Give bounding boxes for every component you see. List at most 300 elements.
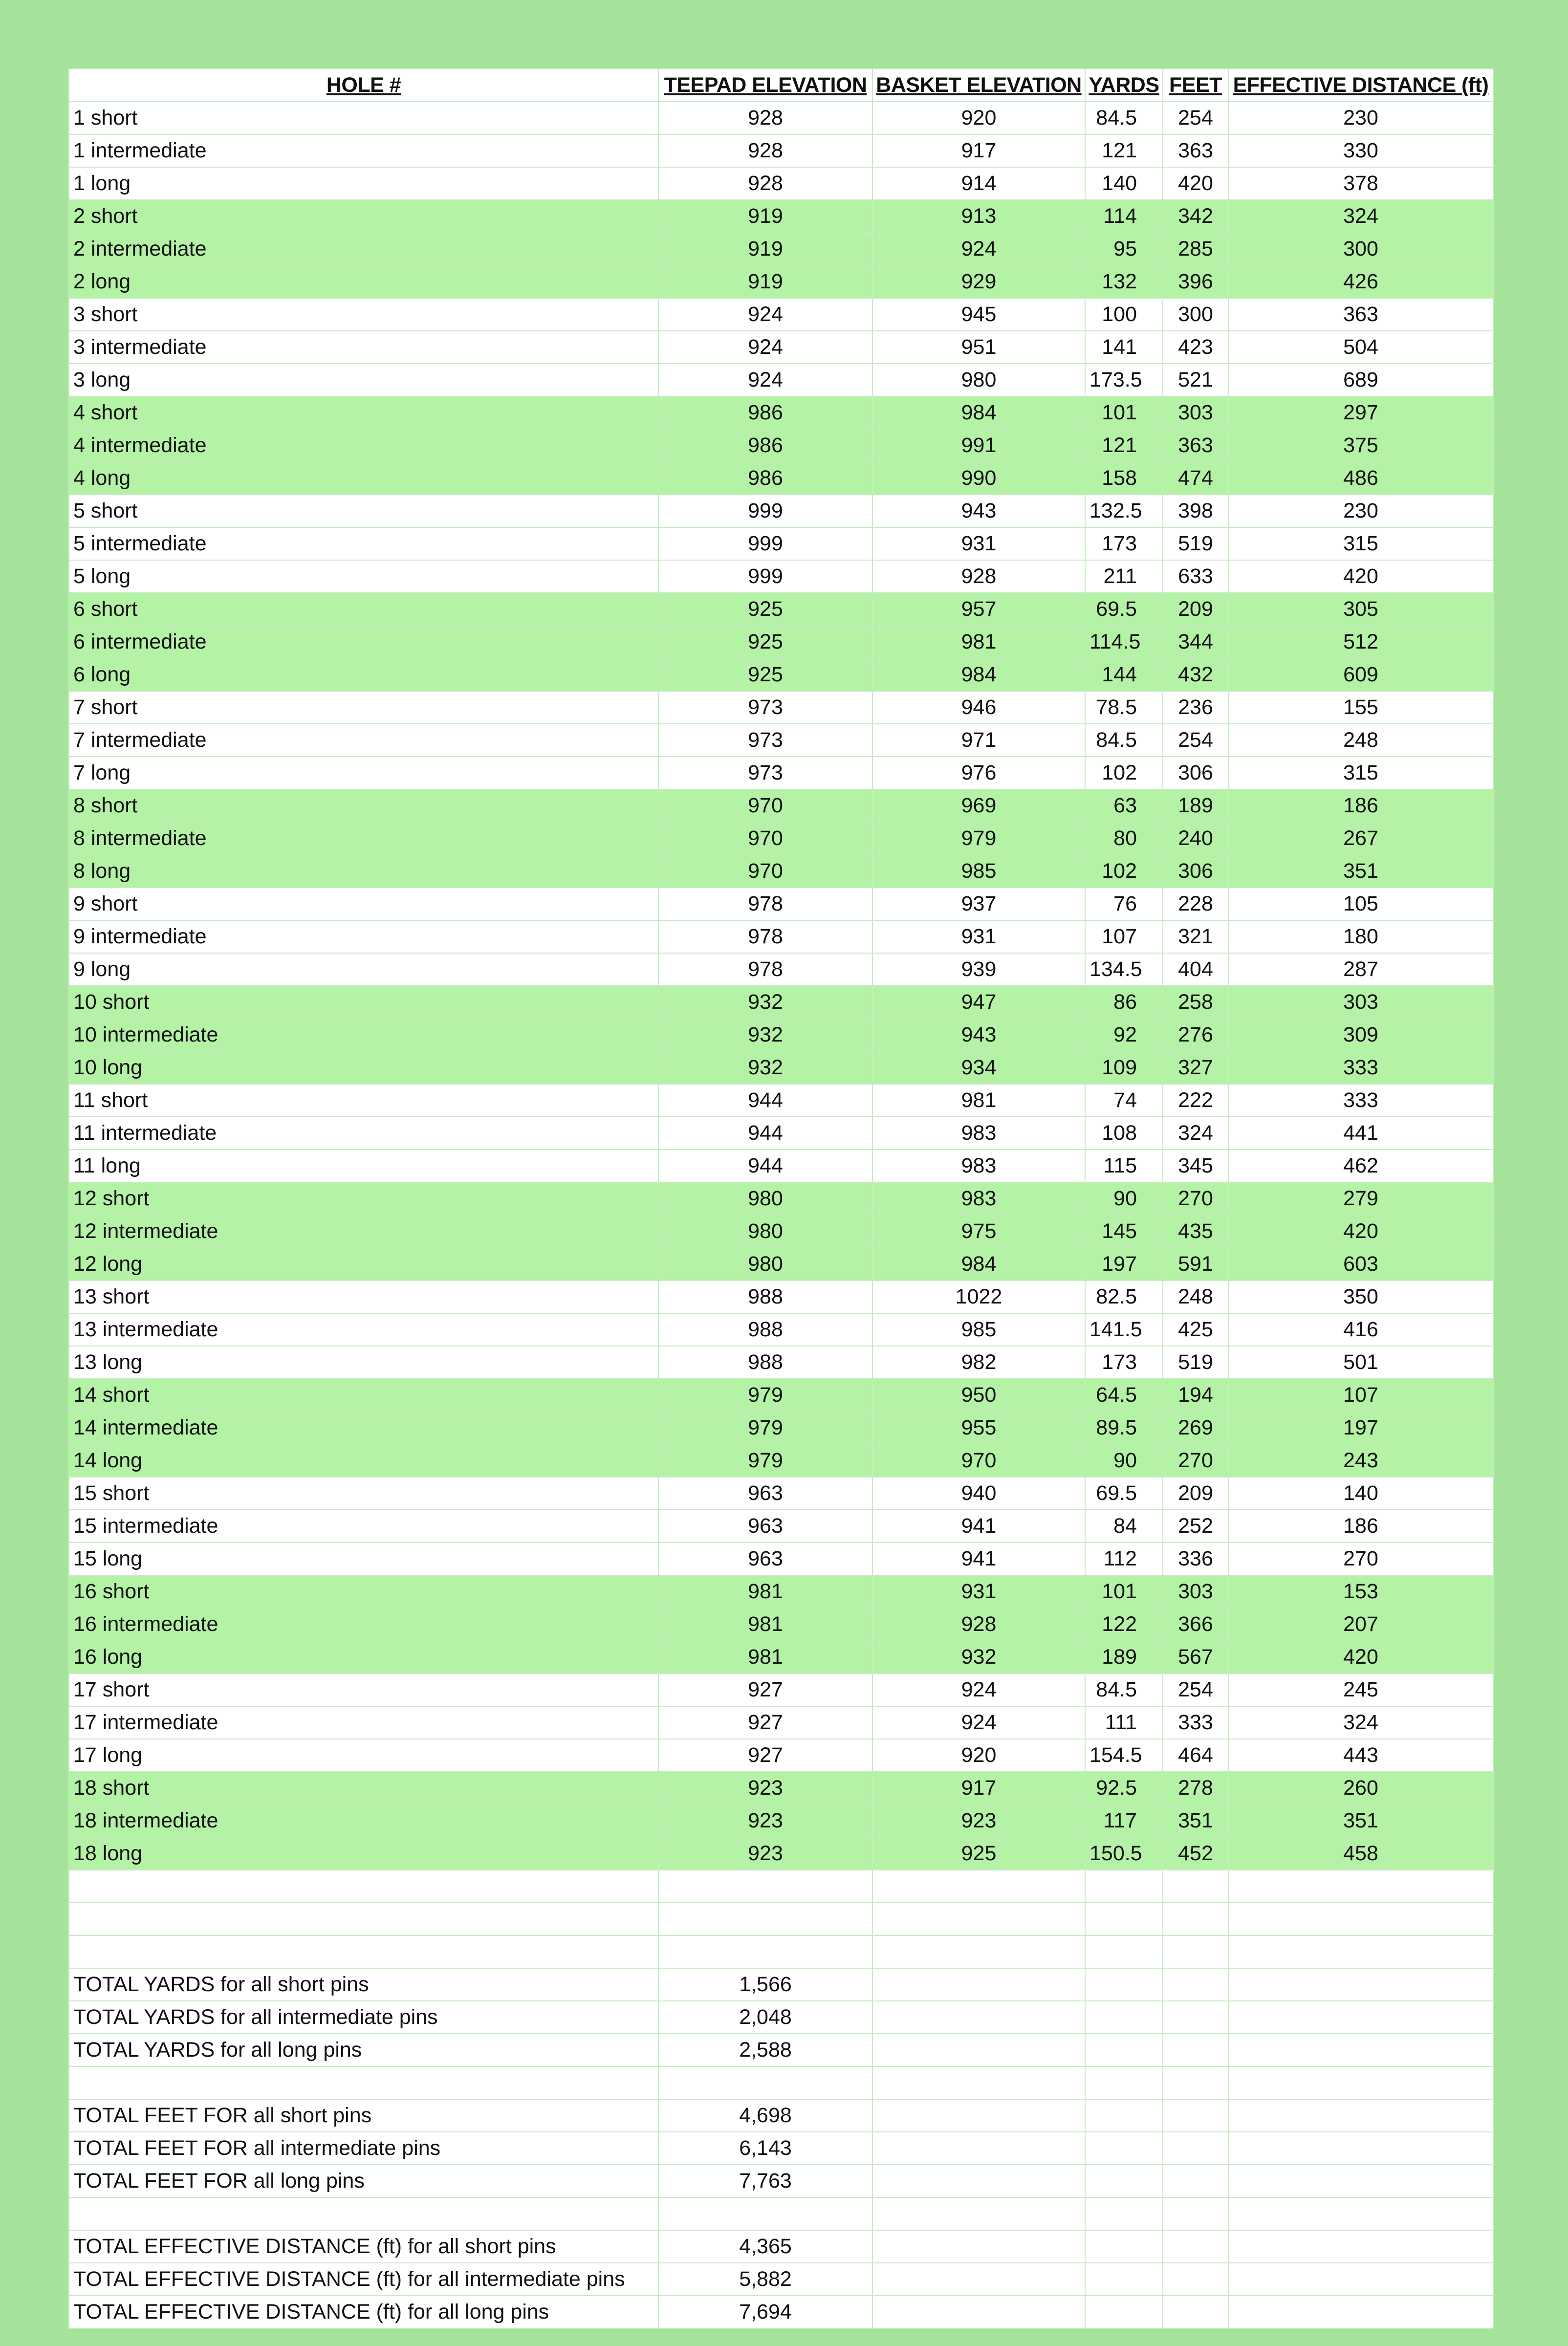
table-row	[69, 1608, 1493, 1641]
basket-elevation-cell: 985	[872, 1313, 1085, 1346]
hole-cell: 18 intermediate	[69, 1804, 658, 1837]
empty-cell	[1163, 1870, 1228, 1903]
yards-cell: 80	[1085, 822, 1163, 855]
yards-cell: 117	[1085, 1804, 1163, 1837]
hole-cell: 12 short	[69, 1182, 658, 1215]
teepad-elevation-cell: 924	[658, 298, 872, 331]
yards-cell: 102	[1085, 855, 1163, 888]
feet-cell: 285	[1163, 233, 1228, 265]
table-row	[69, 1379, 1493, 1412]
empty-cell	[1163, 2099, 1228, 2132]
yards-cell: 92.5	[1085, 1772, 1163, 1804]
basket-elevation-cell: 984	[872, 658, 1085, 691]
basket-elevation-cell: 928	[872, 560, 1085, 593]
basket-elevation-cell: 970	[872, 1444, 1085, 1477]
hole-cell: 7 long	[69, 757, 658, 789]
empty-cell	[1163, 1935, 1228, 1968]
effective-distance-cell: 300	[1228, 233, 1493, 265]
feet-cell: 464	[1163, 1739, 1228, 1772]
basket-elevation-cell: 913	[872, 200, 1085, 233]
feet-cell: 209	[1163, 1477, 1228, 1510]
teepad-elevation-cell: 923	[658, 1772, 872, 1804]
total-row	[69, 2034, 1493, 2066]
hole-cell: 1 long	[69, 167, 658, 200]
effective-distance-cell: 309	[1228, 1019, 1493, 1051]
yards-cell: 76	[1085, 888, 1163, 920]
empty-cell	[69, 2197, 658, 2230]
empty-cell	[1163, 1968, 1228, 2001]
yards-cell: 132.5	[1085, 495, 1163, 527]
effective-distance-cell: 315	[1228, 757, 1493, 789]
feet-cell: 435	[1163, 1215, 1228, 1248]
effective-distance-cell: 351	[1228, 855, 1493, 888]
hole-cell: 2 intermediate	[69, 233, 658, 265]
table-row	[69, 789, 1493, 822]
empty-cell	[1228, 2263, 1493, 2296]
disc-golf-course-table	[68, 68, 1494, 2329]
hole-cell: 10 short	[69, 986, 658, 1019]
empty-cell	[872, 2165, 1085, 2197]
feet-cell: 474	[1163, 462, 1228, 495]
basket-elevation-cell: 946	[872, 691, 1085, 724]
hole-cell: 11 intermediate	[69, 1117, 658, 1150]
table-row	[69, 527, 1493, 560]
empty-cell	[1085, 2066, 1163, 2099]
hole-cell: 18 short	[69, 1772, 658, 1804]
effective-distance-cell: 350	[1228, 1281, 1493, 1313]
empty-cell	[872, 1968, 1085, 2001]
yards-cell: 89.5	[1085, 1412, 1163, 1444]
hole-cell: 18 long	[69, 1837, 658, 1870]
yards-cell: 109	[1085, 1051, 1163, 1084]
teepad-elevation-cell: 986	[658, 396, 872, 429]
empty-cell	[1228, 1903, 1493, 1935]
empty-cell	[658, 2197, 872, 2230]
basket-elevation-cell: 931	[872, 527, 1085, 560]
hole-cell: 11 short	[69, 1084, 658, 1117]
empty-cell	[1085, 1903, 1163, 1935]
teepad-elevation-cell: 932	[658, 1051, 872, 1084]
table-row	[69, 1313, 1493, 1346]
empty-cell	[69, 1870, 658, 1903]
feet-cell: 270	[1163, 1444, 1228, 1477]
yards-cell: 69.5	[1085, 1477, 1163, 1510]
basket-elevation-cell: 950	[872, 1379, 1085, 1412]
table-row	[69, 1019, 1493, 1051]
yards-cell: 141.5	[1085, 1313, 1163, 1346]
empty-cell	[872, 2099, 1085, 2132]
table-row	[69, 691, 1493, 724]
feet-cell: 398	[1163, 495, 1228, 527]
yards-cell: 121	[1085, 429, 1163, 462]
teepad-elevation-cell: 919	[658, 265, 872, 298]
table-row	[69, 1510, 1493, 1542]
table-row	[69, 233, 1493, 265]
effective-distance-cell: 351	[1228, 1804, 1493, 1837]
effective-distance-cell: 363	[1228, 298, 1493, 331]
hole-cell: 7 short	[69, 691, 658, 724]
hole-cell: 5 intermediate	[69, 527, 658, 560]
teepad-elevation-cell: 988	[658, 1313, 872, 1346]
teepad-elevation-cell: 978	[658, 953, 872, 986]
teepad-elevation-cell: 970	[658, 789, 872, 822]
feet-cell: 258	[1163, 986, 1228, 1019]
teepad-elevation-cell: 932	[658, 986, 872, 1019]
feet-cell: 351	[1163, 1804, 1228, 1837]
effective-distance-cell: 420	[1228, 1641, 1493, 1673]
yards-cell: 107	[1085, 920, 1163, 953]
table-row	[69, 1444, 1493, 1477]
feet-cell: 404	[1163, 953, 1228, 986]
feet-cell: 519	[1163, 527, 1228, 560]
hole-cell: 1 short	[69, 102, 658, 134]
yards-cell: 112	[1085, 1542, 1163, 1575]
empty-cell	[1163, 2034, 1228, 2066]
yards-cell: 64.5	[1085, 1379, 1163, 1412]
empty-cell	[1085, 1935, 1163, 1968]
basket-elevation-cell: 939	[872, 953, 1085, 986]
yards-cell: 114	[1085, 200, 1163, 233]
teepad-elevation-cell: 927	[658, 1706, 872, 1739]
hole-cell: 14 short	[69, 1379, 658, 1412]
yards-cell: 102	[1085, 757, 1163, 789]
effective-distance-cell: 105	[1228, 888, 1493, 920]
basket-elevation-cell: 981	[872, 626, 1085, 658]
feet-cell: 521	[1163, 364, 1228, 396]
basket-elevation-cell: 979	[872, 822, 1085, 855]
feet-cell: 366	[1163, 1608, 1228, 1641]
feet-cell: 303	[1163, 1575, 1228, 1608]
feet-cell: 209	[1163, 593, 1228, 626]
yards-cell: 115	[1085, 1150, 1163, 1182]
hole-cell: 4 short	[69, 396, 658, 429]
effective-distance-cell: 297	[1228, 396, 1493, 429]
effective-distance-cell: 458	[1228, 1837, 1493, 1870]
empty-cell	[1228, 2034, 1493, 2066]
effective-distance-cell: 305	[1228, 593, 1493, 626]
basket-elevation-cell: 943	[872, 495, 1085, 527]
hole-cell: 9 intermediate	[69, 920, 658, 953]
basket-elevation-cell: 940	[872, 1477, 1085, 1510]
effective-distance-cell: 603	[1228, 1248, 1493, 1281]
effective-distance-cell: 230	[1228, 102, 1493, 134]
empty-cell	[69, 2066, 658, 2099]
empty-cell	[658, 2066, 872, 2099]
table-row	[69, 1346, 1493, 1379]
feet-cell: 270	[1163, 1182, 1228, 1215]
teepad-elevation-cell: 979	[658, 1444, 872, 1477]
empty-cell	[1085, 2001, 1163, 2034]
teepad-elevation-cell: 981	[658, 1608, 872, 1641]
hole-cell: 5 long	[69, 560, 658, 593]
hole-cell: 14 intermediate	[69, 1412, 658, 1444]
teepad-elevation-cell: 978	[658, 888, 872, 920]
feet-cell: 269	[1163, 1412, 1228, 1444]
effective-distance-cell: 504	[1228, 331, 1493, 364]
table-row	[69, 1641, 1493, 1673]
feet-cell: 321	[1163, 920, 1228, 953]
hole-cell: 8 short	[69, 789, 658, 822]
effective-distance-cell: 287	[1228, 953, 1493, 986]
feet-cell: 396	[1163, 265, 1228, 298]
effective-distance-cell: 315	[1228, 527, 1493, 560]
feet-cell: 344	[1163, 626, 1228, 658]
basket-elevation-cell: 928	[872, 1608, 1085, 1641]
basket-elevation-cell: 971	[872, 724, 1085, 757]
teepad-elevation-cell: 999	[658, 495, 872, 527]
table-row	[69, 1182, 1493, 1215]
basket-elevation-cell: 941	[872, 1510, 1085, 1542]
empty-cell	[872, 2066, 1085, 2099]
effective-distance-cell: 420	[1228, 1215, 1493, 1248]
total-row	[69, 1968, 1493, 2001]
empty-cell	[1085, 2034, 1163, 2066]
table-row	[69, 1412, 1493, 1444]
table-row	[69, 1150, 1493, 1182]
empty-cell	[1228, 2230, 1493, 2263]
hole-cell: 6 short	[69, 593, 658, 626]
feet-cell: 336	[1163, 1542, 1228, 1575]
empty-cell	[872, 2296, 1085, 2328]
blank-row	[69, 1870, 1493, 1903]
effective-distance-cell: 609	[1228, 658, 1493, 691]
table-row	[69, 331, 1493, 364]
effective-distance-cell: 245	[1228, 1673, 1493, 1706]
basket-elevation-cell: 914	[872, 167, 1085, 200]
table-row	[69, 1706, 1493, 1739]
feet-cell: 423	[1163, 331, 1228, 364]
empty-cell	[1228, 2197, 1493, 2230]
hole-cell: 13 long	[69, 1346, 658, 1379]
basket-elevation-cell: 983	[872, 1117, 1085, 1150]
feet-cell: 432	[1163, 658, 1228, 691]
teepad-elevation-cell: 980	[658, 1182, 872, 1215]
hole-cell: 4 intermediate	[69, 429, 658, 462]
teepad-elevation-cell: 928	[658, 102, 872, 134]
yards-cell: 84.5	[1085, 1673, 1163, 1706]
effective-distance-cell: 153	[1228, 1575, 1493, 1608]
table-row	[69, 724, 1493, 757]
feet-cell: 236	[1163, 691, 1228, 724]
yards-cell: 122	[1085, 1608, 1163, 1641]
empty-cell	[1228, 2066, 1493, 2099]
feet-cell: 228	[1163, 888, 1228, 920]
table-row	[69, 855, 1493, 888]
hole-cell: 3 long	[69, 364, 658, 396]
table-row	[69, 888, 1493, 920]
teepad-elevation-cell: 928	[658, 134, 872, 167]
basket-elevation-cell: 990	[872, 462, 1085, 495]
blank-row	[69, 1935, 1493, 1968]
total-label: TOTAL YARDS for all short pins	[69, 1968, 658, 2001]
hole-cell: 13 intermediate	[69, 1313, 658, 1346]
teepad-elevation-cell: 925	[658, 626, 872, 658]
hole-cell: 10 intermediate	[69, 1019, 658, 1051]
table-row	[69, 1772, 1493, 1804]
yards-cell: 121	[1085, 134, 1163, 167]
feet-cell: 327	[1163, 1051, 1228, 1084]
teepad-elevation-cell: 924	[658, 364, 872, 396]
empty-cell	[1228, 1968, 1493, 2001]
hole-cell: 3 intermediate	[69, 331, 658, 364]
basket-elevation-cell: 917	[872, 134, 1085, 167]
yards-cell: 84.5	[1085, 102, 1163, 134]
effective-distance-cell: 186	[1228, 789, 1493, 822]
feet-cell: 189	[1163, 789, 1228, 822]
basket-elevation-cell: 955	[872, 1412, 1085, 1444]
hole-cell: 7 intermediate	[69, 724, 658, 757]
yards-cell: 132	[1085, 265, 1163, 298]
yards-cell: 158	[1085, 462, 1163, 495]
table-row	[69, 1477, 1493, 1510]
empty-cell	[1085, 2099, 1163, 2132]
empty-cell	[1228, 2296, 1493, 2328]
teepad-elevation-cell: 944	[658, 1084, 872, 1117]
total-value: 5,882	[658, 2263, 872, 2296]
total-value: 2,048	[658, 2001, 872, 2034]
effective-distance-cell: 270	[1228, 1542, 1493, 1575]
yards-cell: 78.5	[1085, 691, 1163, 724]
table-row	[69, 1673, 1493, 1706]
yards-cell: 90	[1085, 1182, 1163, 1215]
empty-cell	[872, 2197, 1085, 2230]
feet-cell: 519	[1163, 1346, 1228, 1379]
basket-elevation-cell: 951	[872, 331, 1085, 364]
feet-cell: 278	[1163, 1772, 1228, 1804]
empty-cell	[658, 1870, 872, 1903]
table-row	[69, 1542, 1493, 1575]
basket-elevation-cell: 920	[872, 1739, 1085, 1772]
table-row	[69, 1084, 1493, 1117]
basket-elevation-cell: 934	[872, 1051, 1085, 1084]
basket-elevation-cell: 923	[872, 1804, 1085, 1837]
table-row	[69, 265, 1493, 298]
teepad-elevation-cell: 980	[658, 1248, 872, 1281]
teepad-elevation-cell: 973	[658, 691, 872, 724]
table-row	[69, 822, 1493, 855]
effective-distance-cell: 426	[1228, 265, 1493, 298]
hole-cell: 1 intermediate	[69, 134, 658, 167]
teepad-elevation-cell: 981	[658, 1575, 872, 1608]
header-effective-distance: EFFECTIVE DISTANCE (ft)	[1228, 69, 1493, 102]
basket-elevation-cell: 980	[872, 364, 1085, 396]
table-row	[69, 1739, 1493, 1772]
total-row	[69, 2263, 1493, 2296]
blank-row	[69, 2066, 1493, 2099]
basket-elevation-cell: 975	[872, 1215, 1085, 1248]
basket-elevation-cell: 985	[872, 855, 1085, 888]
blank-row	[69, 2197, 1493, 2230]
empty-cell	[1163, 2132, 1228, 2165]
basket-elevation-cell: 924	[872, 233, 1085, 265]
effective-distance-cell: 378	[1228, 167, 1493, 200]
table-row	[69, 396, 1493, 429]
yards-cell: 69.5	[1085, 593, 1163, 626]
teepad-elevation-cell: 973	[658, 757, 872, 789]
table-row	[69, 200, 1493, 233]
empty-cell	[658, 1935, 872, 1968]
header-basket-elevation: BASKET ELEVATION	[872, 69, 1085, 102]
effective-distance-cell: 140	[1228, 1477, 1493, 1510]
hole-cell: 17 long	[69, 1739, 658, 1772]
hole-cell: 4 long	[69, 462, 658, 495]
feet-cell: 276	[1163, 1019, 1228, 1051]
table-row	[69, 102, 1493, 134]
feet-cell: 300	[1163, 298, 1228, 331]
table-row	[69, 134, 1493, 167]
empty-cell	[1085, 2296, 1163, 2328]
table-row	[69, 167, 1493, 200]
table-body	[69, 102, 1493, 2328]
blank-row	[69, 1903, 1493, 1935]
empty-cell	[69, 1903, 658, 1935]
yards-cell: 74	[1085, 1084, 1163, 1117]
empty-cell	[872, 2034, 1085, 2066]
feet-cell: 254	[1163, 1673, 1228, 1706]
effective-distance-cell: 462	[1228, 1150, 1493, 1182]
total-label: TOTAL FEET FOR all long pins	[69, 2165, 658, 2197]
yards-cell: 82.5	[1085, 1281, 1163, 1313]
total-row	[69, 2165, 1493, 2197]
table-row	[69, 953, 1493, 986]
feet-cell: 254	[1163, 102, 1228, 134]
empty-cell	[1163, 2001, 1228, 2034]
yards-cell: 144	[1085, 658, 1163, 691]
yards-cell: 173	[1085, 1346, 1163, 1379]
basket-elevation-cell: 991	[872, 429, 1085, 462]
teepad-elevation-cell: 970	[658, 855, 872, 888]
total-label: TOTAL YARDS for all intermediate pins	[69, 2001, 658, 2034]
header-row	[69, 69, 1493, 102]
effective-distance-cell: 324	[1228, 200, 1493, 233]
teepad-elevation-cell: 970	[658, 822, 872, 855]
teepad-elevation-cell: 925	[658, 593, 872, 626]
hole-cell: 11 long	[69, 1150, 658, 1182]
basket-elevation-cell: 983	[872, 1150, 1085, 1182]
effective-distance-cell: 501	[1228, 1346, 1493, 1379]
yards-cell: 100	[1085, 298, 1163, 331]
teepad-elevation-cell: 979	[658, 1412, 872, 1444]
hole-cell: 9 long	[69, 953, 658, 986]
effective-distance-cell: 197	[1228, 1412, 1493, 1444]
feet-cell: 633	[1163, 560, 1228, 593]
yards-cell: 211	[1085, 560, 1163, 593]
hole-cell: 8 long	[69, 855, 658, 888]
teepad-elevation-cell: 979	[658, 1379, 872, 1412]
feet-cell: 222	[1163, 1084, 1228, 1117]
teepad-elevation-cell: 928	[658, 167, 872, 200]
hole-cell: 15 long	[69, 1542, 658, 1575]
basket-elevation-cell: 931	[872, 920, 1085, 953]
yards-cell: 154.5	[1085, 1739, 1163, 1772]
total-label: TOTAL FEET FOR all short pins	[69, 2099, 658, 2132]
effective-distance-cell: 375	[1228, 429, 1493, 462]
effective-distance-cell: 207	[1228, 1608, 1493, 1641]
yards-cell: 63	[1085, 789, 1163, 822]
hole-cell: 3 short	[69, 298, 658, 331]
effective-distance-cell: 303	[1228, 986, 1493, 1019]
teepad-elevation-cell: 988	[658, 1281, 872, 1313]
total-value: 1,566	[658, 1968, 872, 2001]
table-row	[69, 757, 1493, 789]
teepad-elevation-cell: 973	[658, 724, 872, 757]
basket-elevation-cell: 920	[872, 102, 1085, 134]
teepad-elevation-cell: 978	[658, 920, 872, 953]
feet-cell: 254	[1163, 724, 1228, 757]
total-value: 6,143	[658, 2132, 872, 2165]
feet-cell: 591	[1163, 1248, 1228, 1281]
empty-cell	[1085, 2165, 1163, 2197]
